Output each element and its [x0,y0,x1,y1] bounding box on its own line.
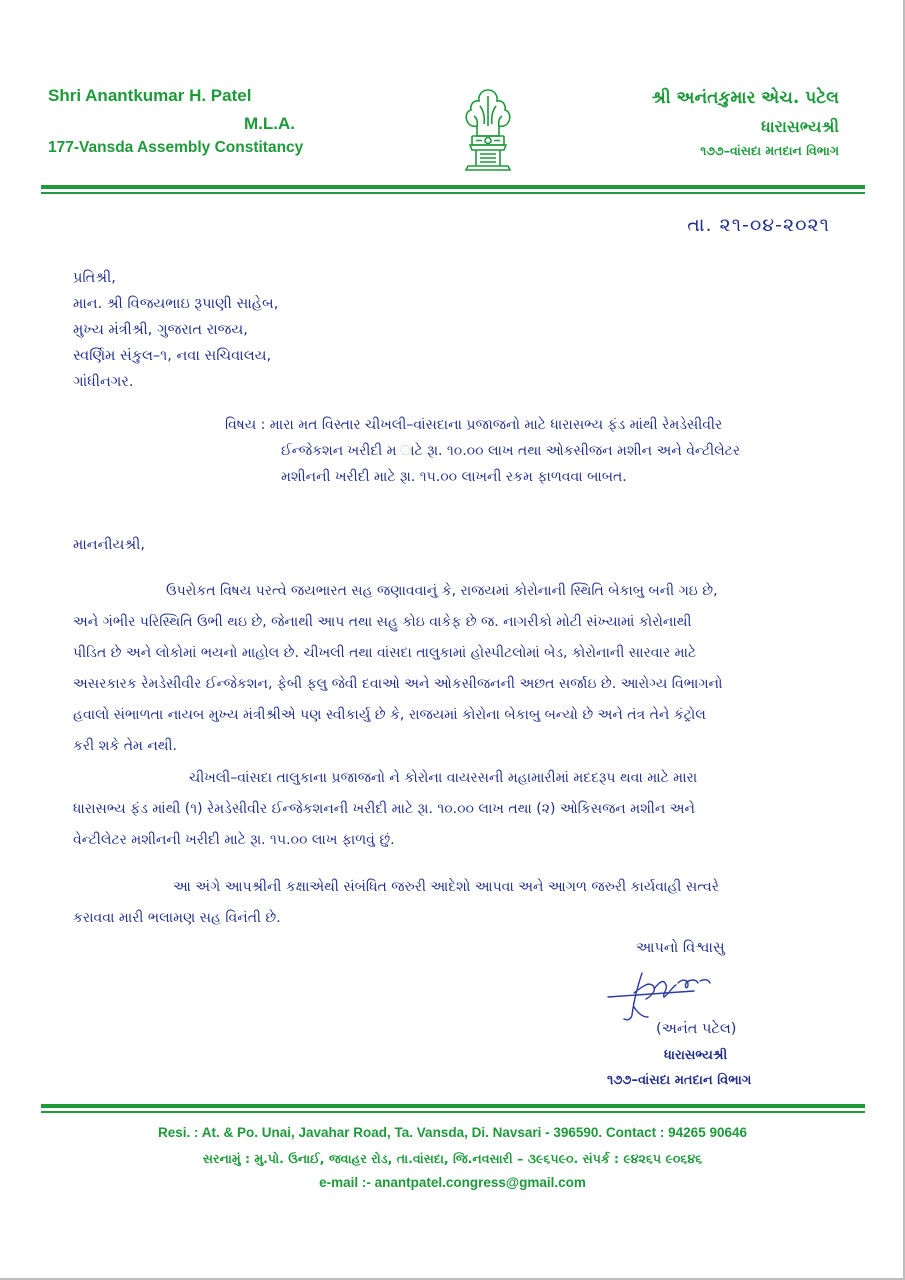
sender-name-gujarati: શ્રી અનંતકુમાર એચ. પટેલ [651,88,839,108]
signature-image [604,967,732,1025]
subject-line: વિષય : મારા મત વિસ્તાર ચીખલી–વાંસદાના પ્રજાજનો માટે ધારાસભ્ય ફંડ માંથી રેમડેસીવીર [225,417,723,433]
footer-rule-thin [41,1111,865,1113]
sender-constituency-english: 177-Vansda Assembly Constitancy [48,139,304,156]
signatory-name: (અનંત પટેલ) [656,1021,737,1037]
subject-line: મશીનની ખરીદી માટે રૂા. ૧૫.૦૦ લાખની રકમ ફાળવવા બાબત. [281,469,627,485]
sender-constituency-gujarati: ૧૭૭–વાંસદા મતદાન વિભાગ [700,143,839,158]
paragraph-line: અને ગંભીર પરિસ્થિતિ ઉભી થઇ છે, જેનાથી આપ તથા સહુ કોઇ વાકેફ છે જ. નાગરીકો મોટી સંખ્યામાં કોરોનાથી [73,614,692,630]
header-rule-thin [41,192,865,194]
signatory-title: ધારાસભ્યશ્રી [664,1048,728,1063]
footer-rule-thick [41,1104,865,1108]
state-emblem-icon [458,86,518,172]
paragraph-line: હવાલો સંભાળતા નાયબ મુખ્ય મંત્રીશ્રીએ પણ સ્વીકાર્યુ છે કે, રાજયમાં કોરોના બેકાબુ બન્યો છે અને તંત્ર તેને કંટ્રોલ [73,707,706,723]
paragraph-line: કરી શકે તેમ નથી. [73,738,177,754]
addressee-line: ગાંધીનગર. [73,374,134,390]
addressee-line: સ્વર્ણિમ સંકુલ–૧, નવા સચિવાલય, [73,348,272,364]
subject-block [225,412,845,490]
footer-address-gujarati: સરનામું : મુ.પો. ઉનાઈ, જવાહર રોડ, તા.વાંસદા, જિ.નવસારી – ૩૯૬૫૯૦. સંપર્ક : ૯૪૨૬૫ ૯૦૬૪૬ [202,1151,703,1166]
addressee-line: માન. શ્રી વિજયભાઇ રૂપાણી સાહેબ, [73,296,279,312]
closing-regards: આપનો વિશ્વાસુ [636,940,725,956]
paragraph-line: ચીખલી–વાંસદા તાલુકાના પ્રજાજનો ને કોરોના વાયરસની મહામારીમાં મદદરૂપ થવા માટે મારા [189,770,698,786]
addressee-line: પ્રતિશ્રી, [73,270,116,286]
sender-name-english: Shri Anantkumar H. Patel [48,86,252,105]
paragraph-line: ધારાસભ્ય ફંડ માંથી (૧) રેમડેસીવીર ઈન્જેકશનની ખરીદી માટે રૂા. ૧૦.૦૦ લાખ તથા (૨) ઓકિસજન મશીન અને [73,801,695,817]
paragraph-line: ઉપરોકત વિષય પરત્વે જયભારત સહ જણાવવાનું કે, રાજયમાં કોરોનાની સ્થિતિ બેકાબુ બની ગઇ છે, [166,583,718,599]
addressee-line: મુખ્ય મંત્રીશ્રી, ગુજરાત રાજય, [73,322,248,338]
sender-title-english: M.L.A. [244,114,295,133]
footer-email: e-mail :- anantpatel.congress@gmail.com [319,1175,586,1190]
footer-address-english: Resi. : At. & Po. Unai, Javahar Road, Ta. Vansda, Di. Navsari - 396590. Contact : 94265 90646 [157,1125,747,1140]
paragraph-line: પીડિત છે અને લોકોમાં ભયનો માહોલ છે. ચીખલી તથા વાંસદા તાલુકામાં હોસ્પીટલોમાં બેડ, કોરોનાની સારવાર માટે [73,645,697,661]
paragraph-3 [73,872,843,934]
letter-date: તા. ૨૧-૦૪-૨૦૨૧ [687,214,830,236]
salutation: માનનીયશ્રી, [73,537,145,553]
paragraph-line: અસરકારક રેમડેસીવીર ઈન્જેકશન, ફેબી ફલુ જેવી દવાઓ અને ઓકસીજનની અછત સર્જાઇ છે. આરોગ્ય વિભાગનો [73,676,723,692]
paragraph-line: આ અંગે આપશ્રીની કક્ષાએથી સંબંધિત જરુરી આદેશો આપવા અને આગળ જરુરી કાર્યવાહી સત્વરે [173,879,720,895]
header-rule-thick [41,185,865,189]
paragraph-line: કરાવવા મારી ભલામણ સહ વિનંતી છે. [73,910,281,926]
paragraph-1 [73,576,843,762]
paragraph-2 [73,763,843,856]
paragraph-line: વેન્ટીલેટર મશીનની ખરીદી માટે રૂા. ૧૫.૦૦ લાખ ફાળવું છું. [73,832,395,848]
sender-title-gujarati: ધારાસભ્યશ્રી [761,117,839,136]
addressee-block [73,265,278,395]
subject-line: ઈન્જેકશન ખરીદી મ ાટે રૂા. ૧૦.૦૦ લાખ તથા ઓકસીજન મશીન અને વેન્ટીલેટર [281,443,741,459]
signatory-constituency: ૧૭૭–વાંસદા મતદાન વિભાગ [607,1073,752,1088]
